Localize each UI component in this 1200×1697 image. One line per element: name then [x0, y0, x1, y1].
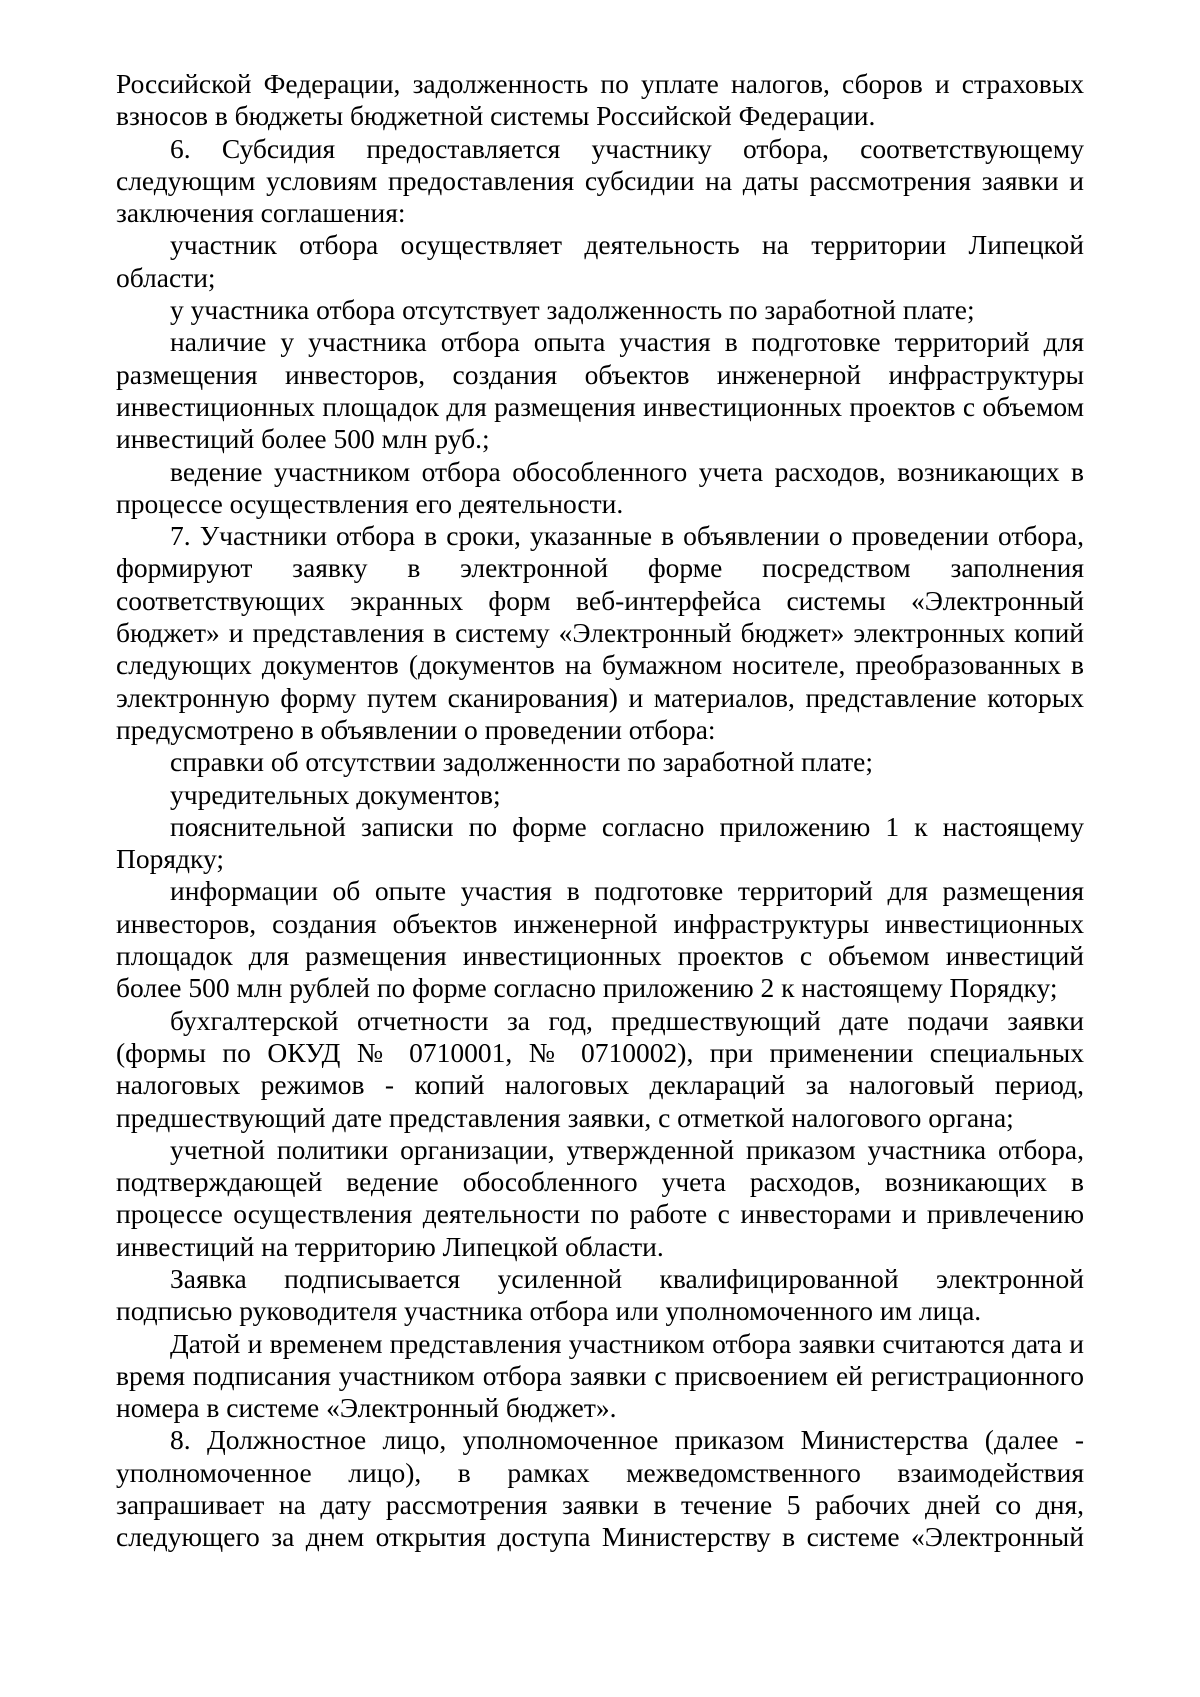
paragraph-item-7: 7. Участники отбора в сроки, указанные в объявлении о проведении отбора, формируют заявку в электронной форме посредством заполнения соответствующих экранных форм веб-интерфейса системы «Электронный бюджет» и представления в систему «Электронный бюджет» электронных копий следующих документов (документов на бумажном носителе, преобразованных в электронную форму путем сканирования) и материалов, представление которых предусмотрено в объявлении о проведении отбора:: [116, 520, 1084, 745]
paragraph-item-6: 6. Субсидия предоставляется участнику отбора, соответствующему следующим условиям предоставления субсидии на даты рассмотрения заявки и заключения соглашения:: [116, 132, 1084, 229]
paragraph-tax-debt-continuation: Российской Федерации, задолженность по уплате налогов, сборов и страховых взносов в бюджеты бюджетной системы Российской Федерации.: [116, 68, 1084, 132]
paragraph-doc-founding-documents: учредительных документов;: [170, 778, 501, 810]
paragraph-doc-explanatory-note: пояснительной записки по форме согласно приложению 1 к настоящему Порядку;: [116, 810, 1084, 875]
paragraph-condition-separate-accounting: ведение участником отбора обособленного учета расходов, возникающих в процессе осуществления его деятельности.: [116, 455, 1084, 519]
paragraph-condition-no-salary-debt: у участника отбора отсутствует задолженность по заработной плате;: [170, 294, 975, 326]
paragraph-doc-experience-info: информации об опыте участия в подготовке территорий для размещения инвесторов, создания объектов инженерной инфраструктуры инвестиционных площадок для размещения инвестиционных проектов с объемом инвестиций более 500 млн рублей по форме согласно приложению 2 к настоящему Порядку;: [116, 875, 1084, 1004]
paragraph-doc-accounting-reports: бухгалтерской отчетности за год, предшествующий дате подачи заявки (формы по ОКУД № 0710001, № 0710002), при применении специальных налоговых режимов - копий налоговых деклараций за налоговый период, предшествующий дате представления заявки, с отметкой налогового органа;: [116, 1004, 1084, 1133]
paragraph-application-signature: Заявка подписывается усиленной квалифицированной электронной подписью руководителя участника отбора или уполномоченного им лица.: [116, 1262, 1084, 1327]
paragraph-item-8: 8. Должностное лицо, уполномоченное приказом Министерства (далее - уполномоченное лицо), в рамках межведомственного взаимодействия запрашивает на дату рассмотрения заявки в течение 5 рабочих дней со дня, следующего за днем открытия доступа Министерству в системе «Электронный: [116, 1424, 1084, 1553]
document-page: [116, 68, 1084, 1554]
paragraph-doc-accounting-policy: учетной политики организации, утвержденной приказом участника отбора, подтверждающей ведение обособленного учета расходов, возникающих в процессе осуществления деятельности по работе с инвесторами и привлечению инвестиций на территорию Липецкой области.: [116, 1133, 1084, 1262]
paragraph-condition-experience: наличие у участника отбора опыта участия в подготовке территорий для размещения инвесторов, создания объектов инженерной инфраструктуры инвестиционных площадок для размещения инвестиционных проектов с объемом инвестиций более 500 млн руб.;: [116, 326, 1084, 455]
paragraph-submission-date: Датой и временем представления участником отбора заявки считаются дата и время подписания участником отбора заявки с присвоением ей регистрационного номера в системе «Электронный бюджет».: [116, 1327, 1084, 1424]
paragraph-doc-salary-certificate: справки об отсутствии задолженности по заработной плате;: [170, 746, 873, 778]
paragraph-condition-territory: участник отбора осуществляет деятельность на территории Липецкой области;: [116, 229, 1084, 293]
